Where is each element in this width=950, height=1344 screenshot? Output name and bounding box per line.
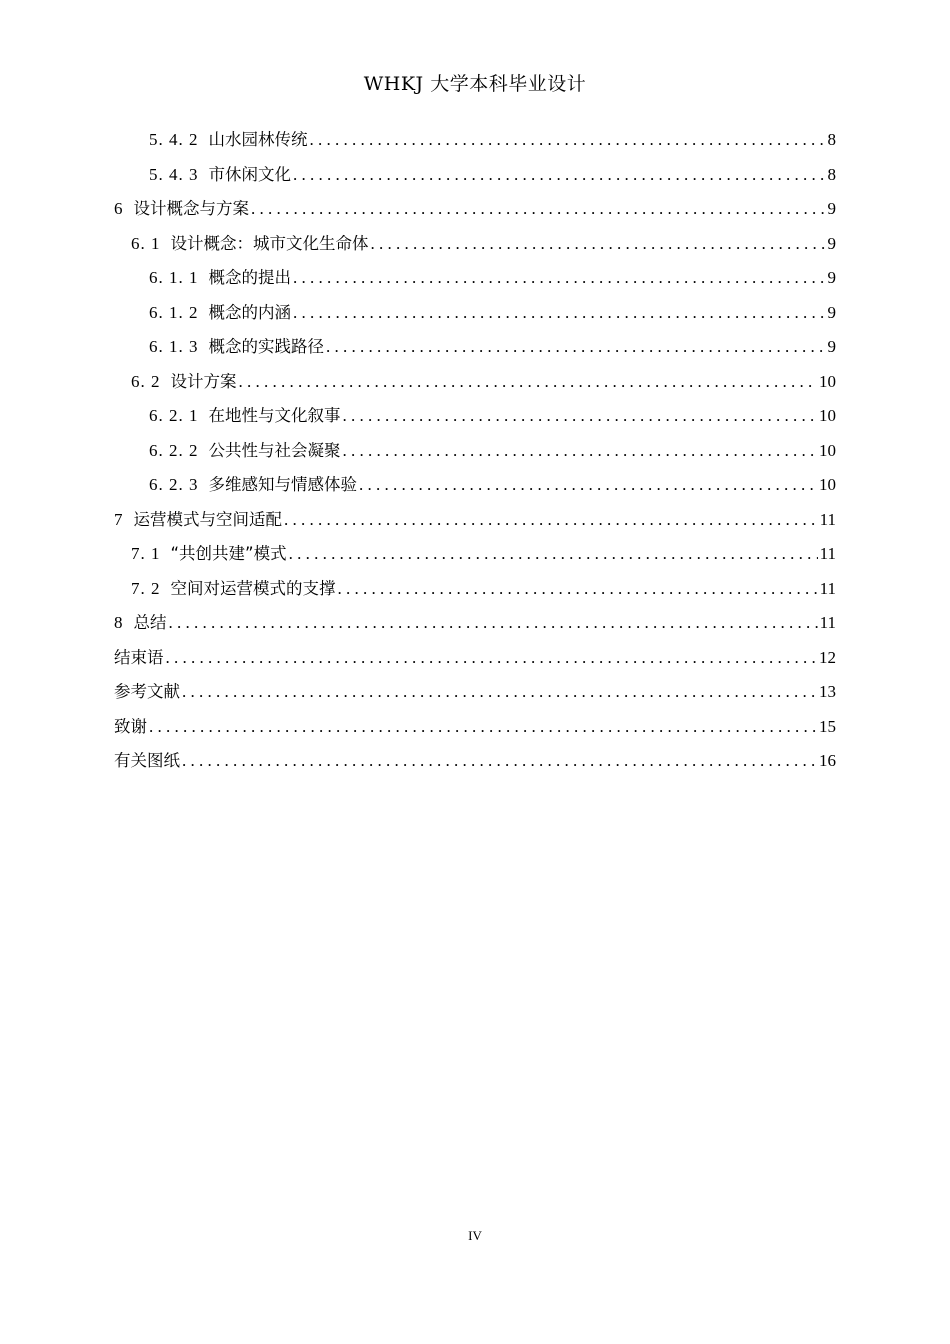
toc-entry-title: 总结 bbox=[133, 613, 167, 632]
toc-entry-page: 11 bbox=[819, 578, 836, 598]
toc-entry-number: 6. 1. 2 bbox=[149, 302, 199, 322]
toc-entry-title: 概念的内涵 bbox=[208, 302, 291, 322]
toc-entry-title: 运营模式与空间适配 bbox=[133, 509, 282, 529]
toc-dot-leader bbox=[310, 123, 826, 158]
toc-entry[interactable] bbox=[114, 537, 836, 572]
page-number: IV bbox=[468, 1228, 482, 1243]
toc-entry[interactable] bbox=[114, 296, 836, 331]
toc-dot-leader bbox=[371, 227, 826, 262]
toc-entry-page: 12 bbox=[819, 647, 836, 667]
table-of-contents bbox=[114, 123, 836, 779]
toc-entry-title: 有关图纸 bbox=[114, 751, 180, 770]
toc-entry-number: 6. 1 bbox=[131, 233, 161, 253]
toc-entry-number: 5. 4. 2 bbox=[149, 130, 199, 149]
toc-entry-page: 11 bbox=[819, 613, 836, 632]
toc-dot-leader bbox=[293, 296, 826, 331]
toc-dot-leader bbox=[343, 434, 818, 469]
toc-entry-title: 概念的实践路径 bbox=[208, 337, 324, 356]
toc-entry-title: 设计方案 bbox=[170, 371, 237, 391]
toc-dot-leader bbox=[289, 537, 818, 572]
toc-entry[interactable] bbox=[114, 192, 836, 227]
toc-entry[interactable] bbox=[114, 434, 836, 469]
toc-entry-number: 6. 2. 2 bbox=[149, 440, 199, 460]
toc-entry[interactable] bbox=[114, 710, 836, 745]
toc-dot-leader bbox=[284, 503, 818, 538]
toc-entry[interactable] bbox=[114, 123, 836, 158]
toc-entry-page: 9 bbox=[827, 268, 836, 287]
toc-entry-page: 15 bbox=[819, 716, 836, 736]
toc-entry-number: 6. 2 bbox=[131, 371, 161, 391]
toc-dot-leader bbox=[293, 261, 826, 296]
toc-entry-number: 6. 1. 3 bbox=[149, 337, 199, 356]
toc-entry-page: 11 bbox=[819, 509, 836, 529]
toc-dot-leader bbox=[182, 744, 817, 779]
toc-entry-title: 参考文献 bbox=[114, 682, 180, 701]
toc-entry-page: 8 bbox=[827, 130, 836, 149]
toc-entry[interactable] bbox=[114, 399, 836, 434]
toc-entry-page: 10 bbox=[819, 371, 836, 391]
toc-dot-leader bbox=[326, 330, 826, 365]
toc-entry-page: 16 bbox=[819, 751, 836, 770]
toc-entry[interactable] bbox=[114, 365, 836, 400]
toc-dot-leader bbox=[166, 641, 818, 676]
toc-entry-page: 10 bbox=[819, 406, 836, 425]
toc-entry[interactable] bbox=[114, 641, 836, 676]
toc-entry-title: 结束语 bbox=[114, 647, 164, 667]
toc-entry-number: 7. 1 bbox=[131, 544, 161, 563]
toc-entry-title: 设计概念：城市文化生命体 bbox=[170, 233, 369, 253]
toc-dot-leader bbox=[343, 399, 818, 434]
toc-entry[interactable] bbox=[114, 675, 836, 710]
toc-entry-title: 市休闲文化 bbox=[208, 164, 291, 184]
toc-entry-title: 在地性与文化叙事 bbox=[208, 406, 341, 425]
toc-entry[interactable] bbox=[114, 606, 836, 641]
toc-entry-title: 致谢 bbox=[114, 716, 147, 736]
toc-entry-title: 多维感知与情感体验 bbox=[208, 475, 357, 494]
toc-dot-leader bbox=[169, 606, 818, 641]
toc-entry-number: 7 bbox=[114, 509, 124, 529]
toc-entry-page: 10 bbox=[819, 440, 836, 460]
toc-dot-leader bbox=[293, 158, 826, 193]
toc-entry-number: 6 bbox=[114, 199, 124, 218]
toc-dot-leader bbox=[338, 572, 818, 607]
toc-entry-number: 6. 1. 1 bbox=[149, 268, 199, 287]
toc-entry-title: 概念的提出 bbox=[208, 268, 291, 287]
toc-entry-title: 设计概念与方案 bbox=[133, 199, 249, 218]
toc-entry[interactable] bbox=[114, 503, 836, 538]
toc-entry[interactable] bbox=[114, 261, 836, 296]
toc-entry[interactable] bbox=[114, 468, 836, 503]
toc-entry-page: 9 bbox=[827, 199, 836, 218]
toc-entry-page: 9 bbox=[827, 302, 836, 322]
toc-entry-title: “共创共建”模式 bbox=[170, 544, 287, 563]
toc-entry-number: 7. 2 bbox=[131, 578, 161, 598]
toc-entry-title: 空间对运营模式的支撑 bbox=[170, 578, 336, 598]
toc-entry[interactable] bbox=[114, 158, 836, 193]
toc-entry[interactable] bbox=[114, 227, 836, 262]
toc-entry-page: 8 bbox=[827, 164, 836, 184]
toc-entry-page: 9 bbox=[827, 233, 836, 253]
toc-entry[interactable] bbox=[114, 744, 836, 779]
toc-entry-page: 13 bbox=[819, 682, 836, 701]
toc-dot-leader bbox=[359, 468, 817, 503]
toc-entry-number: 5. 4. 3 bbox=[149, 164, 199, 184]
toc-entry-page: 9 bbox=[827, 337, 836, 356]
toc-entry-number: 6. 2. 3 bbox=[149, 475, 199, 494]
toc-entry-number: 8 bbox=[114, 613, 124, 632]
toc-entry-number: 6. 2. 1 bbox=[149, 406, 199, 425]
toc-entry[interactable] bbox=[114, 572, 836, 607]
toc-dot-leader bbox=[239, 365, 818, 400]
toc-entry-page: 11 bbox=[819, 544, 836, 563]
toc-dot-leader bbox=[149, 710, 817, 745]
toc-entry-title: 山水园林传统 bbox=[208, 130, 308, 149]
toc-dot-leader bbox=[251, 192, 826, 227]
page-header: WHKJ 大学本科毕业设计 bbox=[363, 73, 587, 95]
toc-dot-leader bbox=[182, 675, 817, 710]
toc-entry-page: 10 bbox=[819, 475, 836, 494]
toc-entry-title: 公共性与社会凝聚 bbox=[208, 440, 341, 460]
toc-entry[interactable] bbox=[114, 330, 836, 365]
